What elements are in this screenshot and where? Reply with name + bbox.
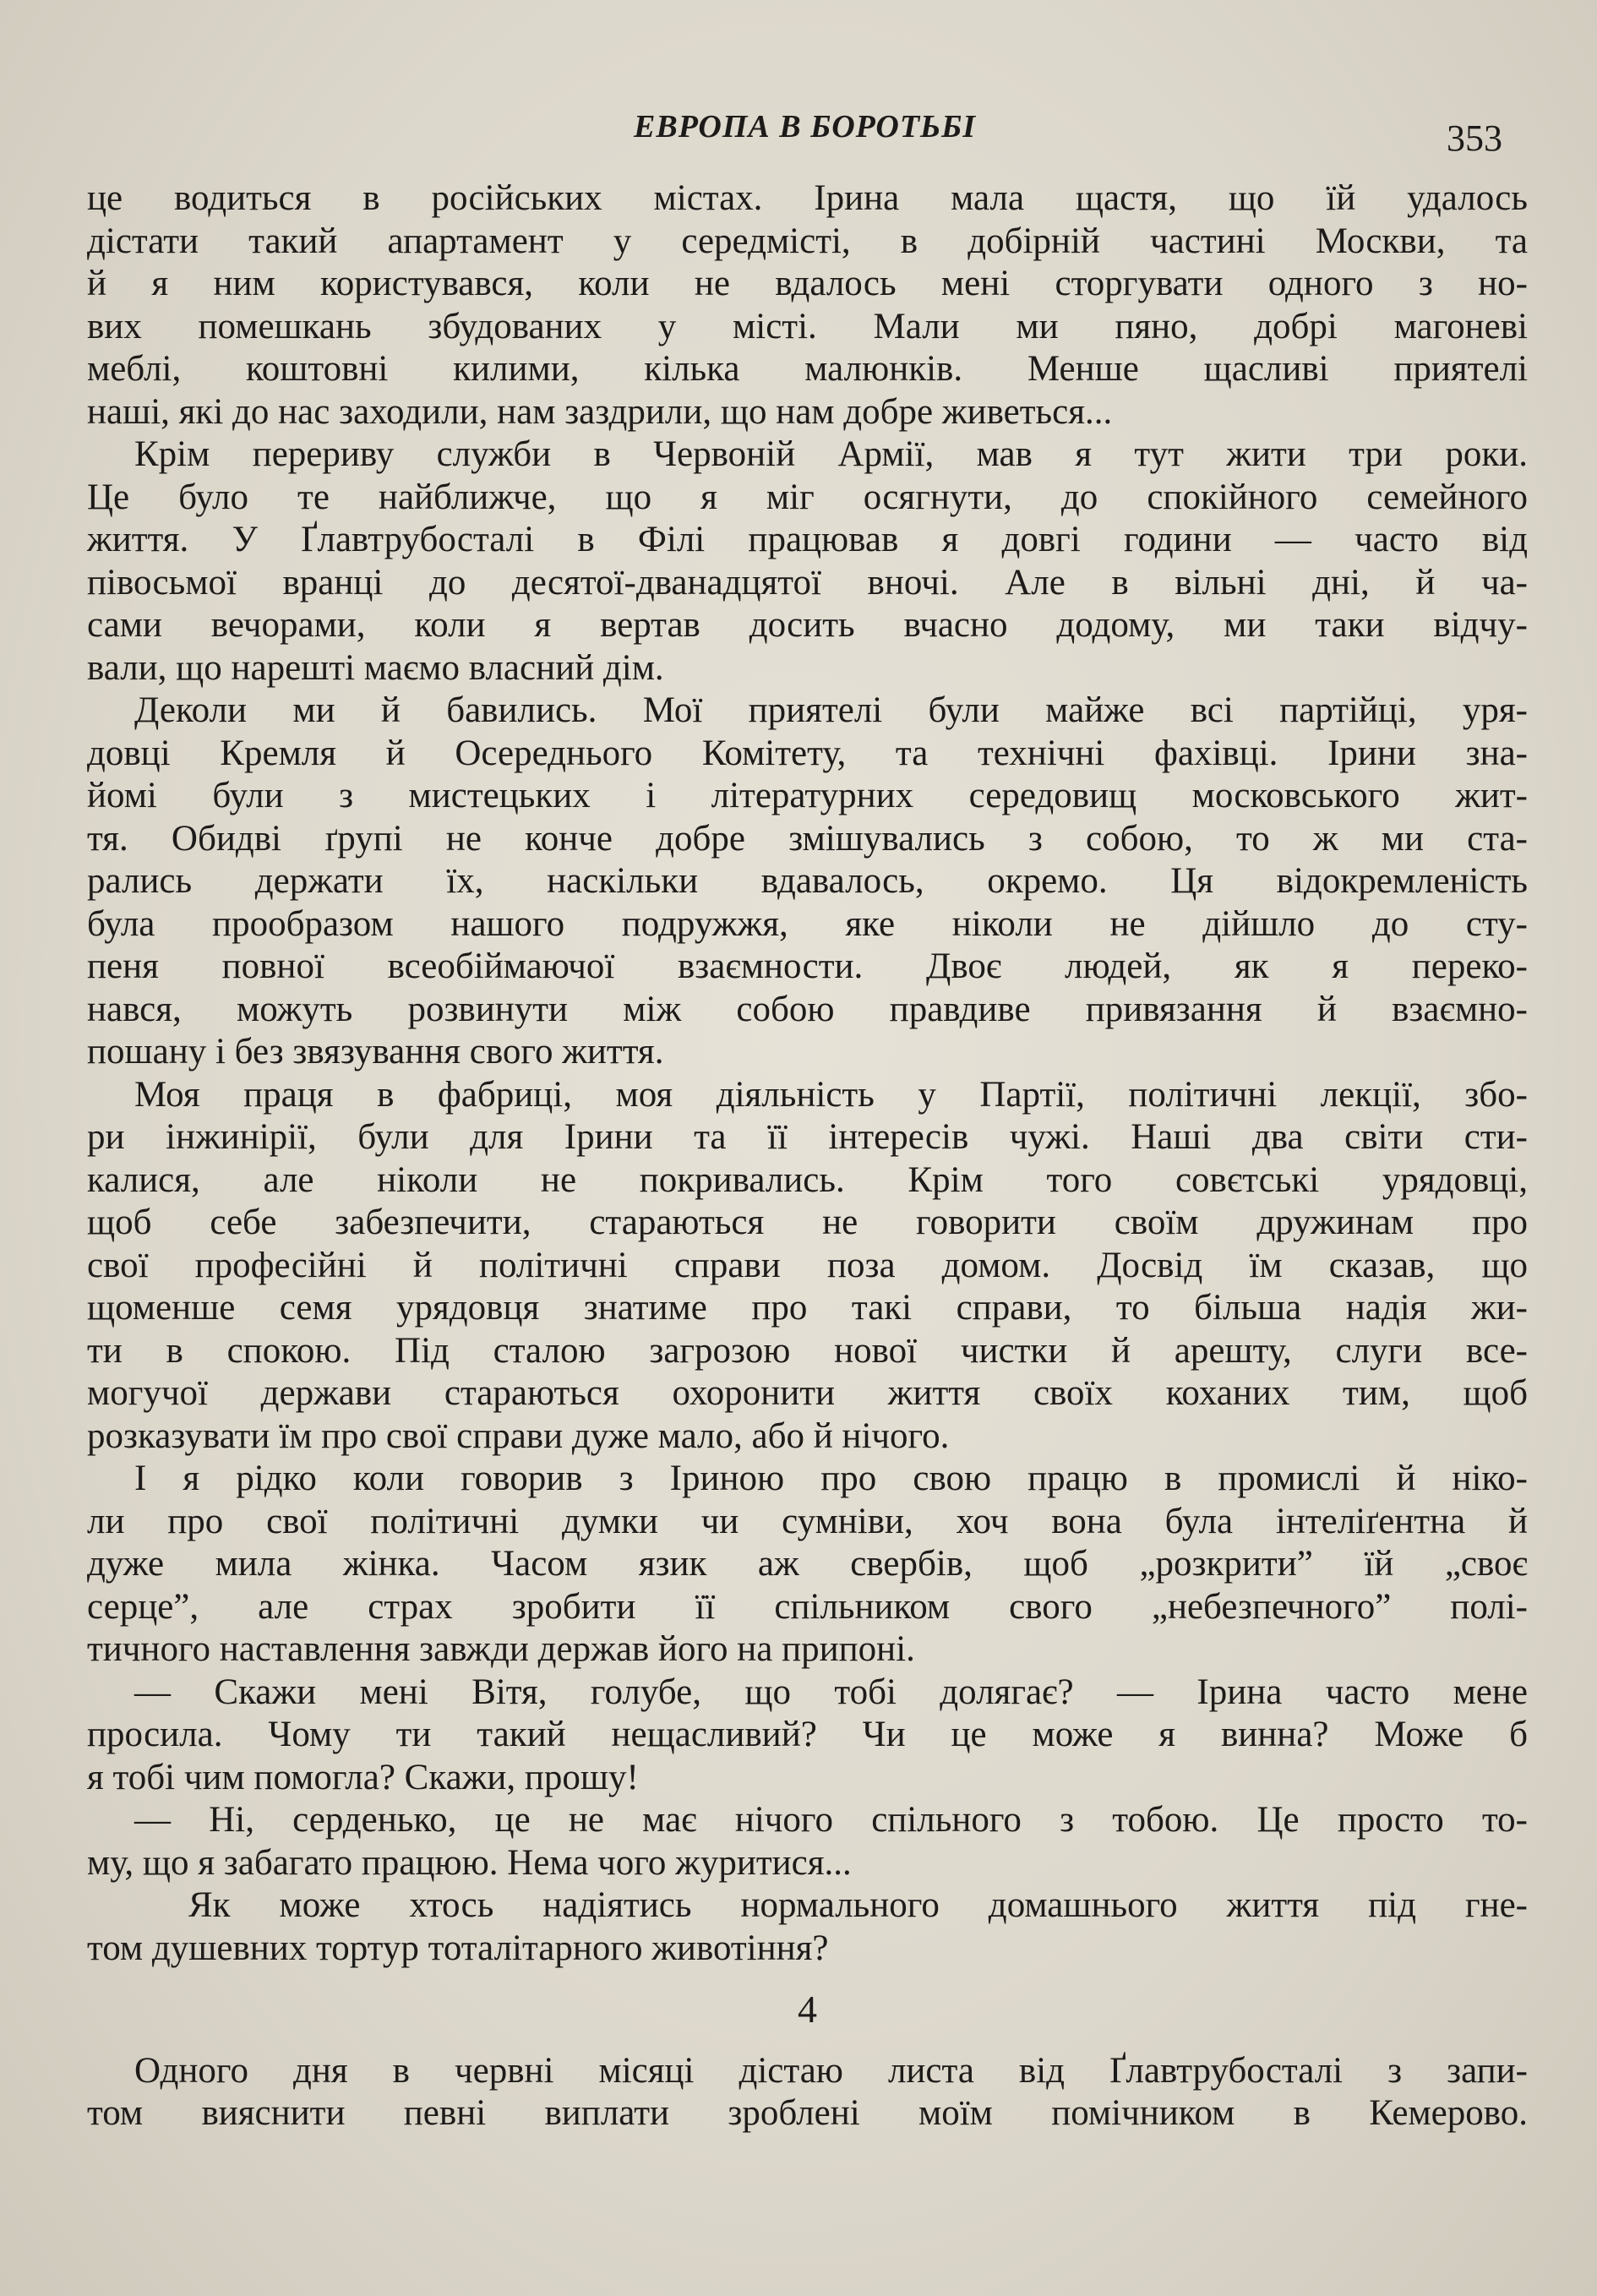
text-line: свої професійні й політичні справи поза домом. Досвід їм сказав, що: [87, 1245, 1528, 1285]
text-line: том вияснити певні виплати зроблені моїм помічником в Кемерово.: [87, 2093, 1528, 2133]
text-line: му, що я забагато працюю. Нема чого журитися...: [87, 1842, 852, 1883]
text-line: півосьмої вранці до десятої-дванадцятої вночі. Але в вільні дні, й ча-: [87, 562, 1528, 603]
text-line: том душевних тортур тоталітарного животіння?: [87, 1928, 829, 1968]
page-header: [0, 100, 1597, 167]
text-line: дуже мила жінка. Часом язик аж свербів, щоб „розкрити” їй „своє: [87, 1544, 1528, 1584]
text-line: дістати такий апартамент у середмісті, в добірній частині Москви, та: [87, 221, 1528, 261]
text-line: сами вечорами, коли я вертав досить вчасно додому, ми таки відчу-: [87, 605, 1528, 645]
text-line: щоменше семя урядовця знатиме про такі справи, то більша надія жи-: [87, 1288, 1528, 1328]
text-line: й я ним користувався, коли не вдалось мені сторгувати одного з но-: [87, 264, 1528, 303]
text-line: рались держати їх, наскільки вдавалось, окремо. Ця відокремленість: [87, 861, 1528, 901]
text-line: тичного наставлення завжди держав його на припоні.: [87, 1629, 915, 1669]
text-line: розказувати їм про свої справи дуже мало, або й нічого.: [87, 1415, 950, 1456]
section-gap: [87, 2031, 1528, 2050]
section-gap: [87, 1970, 1528, 1988]
paragraph-first-line: І я рідко коли говорив з Іриною про свою працю в промислі й ніко-: [134, 1459, 1528, 1498]
paragraph-first-line: Моя праця в фабриці, моя діяльність у Партії, політичні лекції, збо-: [134, 1074, 1528, 1115]
paragraph-first-line: Як може хтось надіятись нормального домашнього життя під гне-: [188, 1885, 1528, 1925]
section-number: 4: [798, 1988, 817, 2031]
text-line: могучої держави стараються охоронити життя своїх коханих тим, щоб: [87, 1373, 1528, 1413]
text-line: тя. Обидві ґрупі не конче добре змішувались з собою, то ж ми ста-: [87, 818, 1528, 859]
body-text: [87, 177, 1528, 2135]
text-line: ри інжинірії, були для Ірини та її інтересів чужі. Наші два світи сти-: [87, 1117, 1528, 1157]
text-line: просила. Чому ти такий нещасливий? Чи це може я винна? Може б: [87, 1715, 1528, 1754]
text-line: серце”, але страх зробити її спільником свого „небезпечного” полі-: [87, 1586, 1528, 1627]
text-line: меблі, коштовні килими, кілька малюнків. Менше щасливі приятелі: [87, 349, 1528, 389]
text-line: ли про свої політичні думки чи сумніви, хоч вона була інтеліґентна й: [87, 1501, 1528, 1541]
text-line: це водиться в російських містах. Ірина мала щастя, що їй удалось: [87, 178, 1528, 218]
text-line: йомі були з мистецьких і літературних середовищ московського жит-: [87, 776, 1528, 815]
text-line: ти в спокою. Під сталою загрозою нової чистки й арешту, слуги все-: [87, 1330, 1528, 1371]
text-line: нався, можуть розвинути між собою правдиве привязання й взаємно-: [87, 989, 1528, 1029]
dialogue-first-line: — Скажи мені Вітя, голубе, що тобі долягає? — Ірина часто мене: [134, 1672, 1528, 1712]
paragraph-first-line: Деколи ми й бавились. Мої приятелі були майже всі партійці, уря-: [134, 690, 1528, 730]
text-line: калися, але ніколи не покривались. Крім того совєтські урядовці,: [87, 1159, 1528, 1200]
text-line: вих помешкань збудованих у місті. Мали ми пяно, добрі магоневі: [87, 306, 1528, 346]
text-line: вали, що нарешті маємо власний дім.: [87, 647, 664, 688]
paragraph-first-line: Одного дня в червні місяці дістаю листа від Ґлавтрубосталі з запи-: [134, 2050, 1528, 2091]
running-title: ЕВРОПА В БОРОТЬБІ: [634, 109, 977, 145]
page-number: 353: [1447, 117, 1502, 159]
text-line: щоб себе забезпечити, стараються не говорити своїм дружинам про: [87, 1203, 1528, 1242]
text-line: була прообразом нашого подружжя, яке ніколи не дійшло до сту-: [87, 903, 1528, 944]
text-line: я тобі чим помогла? Скажи, прошу!: [87, 1757, 639, 1797]
dialogue-first-line: — Ні, серденько, це не має нічого спільного з тобою. Це просто то-: [134, 1800, 1528, 1840]
text-line: пеня повної всеобіймаючої взаємности. Двоє людей, як я переко-: [87, 946, 1528, 986]
paragraph-first-line: Крім перериву служби в Червоній Армії, мав я тут жити три роки.: [134, 434, 1528, 474]
text-line: Це було те найближче, що я міг осягнути, до спокійного семейного: [87, 477, 1528, 517]
text-line: життя. У Ґлавтрубосталі в Філі працював я довгі години — часто від: [87, 520, 1528, 559]
text-line: пошану і без звязування свого життя.: [87, 1032, 664, 1072]
text-line: наші, які до нас заходили, нам заздрили, що нам добре живеться...: [87, 391, 1113, 432]
text-line: довці Кремля й Осереднього Комітету, та технічні фахівці. Ірини зна-: [87, 733, 1528, 773]
